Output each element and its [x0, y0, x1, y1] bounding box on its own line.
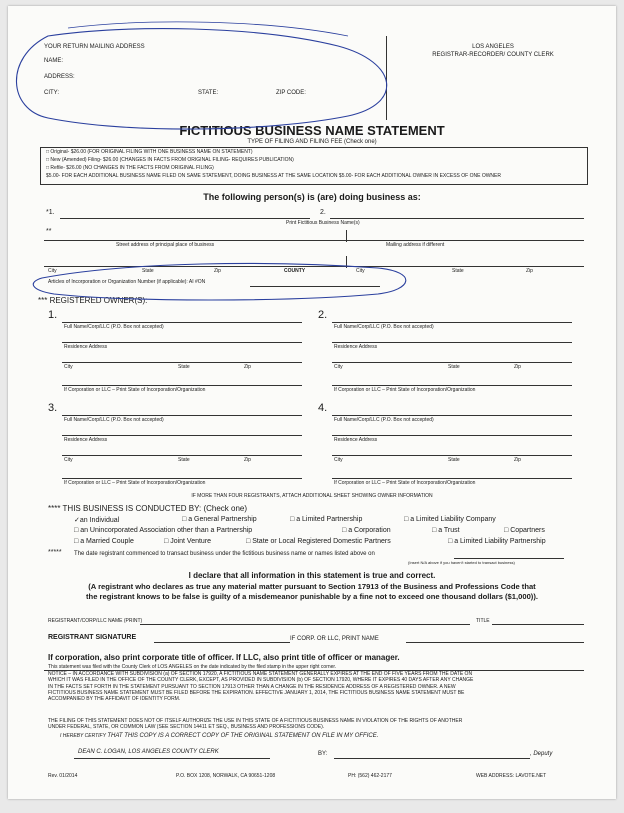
option-label: a Corporation	[348, 527, 391, 534]
clerk-name: DEAN C. LOGAN, LOS ANGELES COUNTY CLERK	[78, 749, 219, 755]
owner-city-label: City	[334, 364, 343, 370]
option-label: a Limited Liability Company	[410, 516, 496, 523]
checkbox-icon[interactable]: □	[342, 527, 349, 534]
owner-name-label: Full Name/Corp/LLC (P.O. Box not accepted)	[64, 417, 164, 423]
owner-residence-line[interactable]	[332, 342, 572, 343]
print-fictitious-label: Print Fictitious Business Name(s)	[286, 220, 360, 226]
return-state-label: STATE:	[198, 90, 219, 96]
corp-print-line[interactable]	[406, 642, 584, 643]
conducted-heading: **** THIS BUSINESS IS CONDUCTED BY: (Check one)	[48, 504, 248, 513]
city-label: City	[48, 268, 57, 274]
registrant-signature-label: REGISTRANT SIGNATURE	[48, 634, 137, 641]
deputy-label: , Deputy	[530, 751, 553, 757]
owner-corp-line[interactable]	[332, 385, 572, 386]
fee-original[interactable]	[46, 149, 253, 155]
return-address-circle-stroke	[68, 22, 348, 36]
owner-residence-label: Residence Address	[64, 344, 108, 350]
warning-line2: the registrant knows to be false is guilty of a misdemeanor punishable by a fine not to exceed one thousand dollars ($1,000)).	[86, 592, 538, 601]
stars5-label: *****	[48, 549, 62, 556]
return-zip-label: ZIP CODE:	[276, 90, 306, 96]
owner-name-label: Full Name/Corp/LLC (P.O. Box not accepted)	[334, 324, 434, 330]
street-address-line[interactable]	[44, 240, 584, 241]
checkbox-icon[interactable]: □	[74, 538, 81, 545]
title-line[interactable]	[492, 624, 584, 625]
form-title: FICTITIOUS BUSINESS NAME STATEMENT	[179, 123, 445, 138]
business-name-2-line[interactable]	[330, 218, 584, 219]
articles-line[interactable]	[250, 286, 380, 287]
owner-name-line[interactable]	[332, 415, 572, 416]
state2-label: State	[452, 268, 464, 274]
owner-name-line[interactable]	[332, 322, 572, 323]
city2-label: City	[356, 268, 365, 274]
checkbox-icon[interactable]: □	[164, 538, 171, 545]
street-address-label: Street address of principal place of business	[116, 242, 215, 248]
certify-prefix: I HEREBY CERTIFY	[60, 733, 106, 739]
fee-new[interactable]	[46, 157, 294, 163]
address-divider	[346, 230, 347, 242]
articles-label: Articles of Incorporation or Organization Number (if applicable): AI #ON	[48, 279, 206, 285]
option-unincorporated[interactable]	[74, 527, 252, 534]
owner-corp-label: If Corporation or LLC – Print State of Incorporation/Organization	[64, 480, 206, 486]
clerk-line1: LOS ANGELES	[472, 44, 514, 50]
clerk-line2: REGISTRAR-RECORDER/ COUNTY CLERK	[432, 52, 554, 58]
option-label: Copartners	[510, 527, 545, 534]
certify-text: THAT THIS COPY IS A CORRECT COPY OF THE ORIGINAL STATEMENT ON FILE IN MY OFFICE.	[107, 733, 379, 739]
option-label: a Limited Partnership	[296, 516, 363, 523]
owner-state-label: State	[448, 364, 460, 370]
owner-residence-label: Residence Address	[334, 437, 378, 443]
header-divider	[386, 36, 387, 120]
signature-line[interactable]	[154, 642, 290, 643]
checkbox-icon[interactable]: □	[432, 527, 439, 534]
owner-zip-label: Zip	[514, 457, 521, 463]
owner-residence-line[interactable]	[62, 342, 302, 343]
persons-heading: The following person(s) is (are) doing business as:	[203, 192, 421, 202]
return-name-label: NAME:	[44, 58, 64, 64]
checkbox-icon[interactable]: □	[182, 516, 189, 523]
certify-line	[60, 733, 378, 739]
commence-date-line[interactable]	[454, 558, 564, 559]
footer-phone: PH: (562) 462-2177	[348, 773, 392, 779]
fee-refile[interactable]	[46, 165, 214, 171]
owner-corp-label: If Corporation or LLC – Print State of Incorporation/Organization	[334, 480, 476, 486]
option-copartners[interactable]	[504, 527, 545, 534]
owner-city-line[interactable]	[332, 455, 572, 456]
owner-residence-label: Residence Address	[64, 437, 108, 443]
option-trust[interactable]	[432, 527, 460, 534]
clerk-name-line	[74, 758, 270, 759]
option-label: a General Partnership	[188, 516, 257, 523]
owner-name-label: Full Name/Corp/LLC (P.O. Box not accepted)	[334, 417, 434, 423]
notice-line: FICTITIOUS BUSINESS NAME STATEMENT MUST BE FILED BEFORE THE EXPIRATION. EFFECTIVE JANUARY 1, 2014, THE FICTITIOUS BUSINESS NAME STATEMENT MUST BE	[48, 689, 465, 696]
form-subtitle: TYPE OF FILING AND FILING FEE (Check one)	[247, 139, 377, 145]
fee-refile-label: Refile- $26.00 (NO CHANGES IN THE FACTS FROM ORIGINAL FILING)	[50, 165, 214, 171]
option-label: Joint Venture	[170, 538, 212, 545]
owner-number: 2.	[318, 309, 328, 321]
checkbox-icon[interactable]: □	[504, 527, 511, 534]
by-line[interactable]	[334, 758, 530, 759]
state-label: State	[142, 268, 154, 274]
option-corporation[interactable]	[342, 527, 391, 534]
owner-state-label: State	[178, 457, 190, 463]
zip2-label: Zip	[526, 268, 533, 274]
owner-city-label: City	[64, 457, 73, 463]
more-registrants-note: IF MORE THAN FOUR REGISTRANTS, ATTACH ADDITIONAL SHEET SHOWING OWNER INFORMATION	[191, 493, 433, 499]
owner-city-label: City	[334, 457, 343, 463]
star2-label: **	[46, 228, 52, 235]
form-page	[8, 6, 616, 799]
city-row-line[interactable]	[44, 266, 584, 267]
checkbox-icon[interactable]: □	[246, 538, 253, 545]
owner-city-line[interactable]	[62, 455, 302, 456]
checkbox-icon[interactable]: □	[46, 157, 50, 163]
num2-label: 2.	[320, 209, 326, 216]
corp-print-label: IF CORP. OR LLC, PRINT NAME	[290, 636, 379, 642]
business-name-1-line[interactable]	[60, 218, 310, 219]
checkbox-icon[interactable]: □	[448, 538, 455, 545]
footer-web: WEB ADDRESS: LAVOTE.NET	[476, 773, 547, 779]
owner-name-line[interactable]	[62, 322, 302, 323]
registrant-print-label: REGISTRANT/CORP/LLC NAME (PRINT)	[48, 618, 143, 624]
corp-title-note: If corporation, also print corporate title of officer. If LLC, also print title of officer or manager.	[48, 653, 400, 662]
notice-block	[48, 671, 473, 702]
option-individual-label: an Individual	[79, 517, 120, 524]
owner-state-label: State	[178, 364, 190, 370]
owner-corp-line[interactable]	[62, 478, 302, 479]
by-label: BY:	[318, 751, 328, 757]
owner-city-line[interactable]	[62, 362, 302, 363]
owner-name-line[interactable]	[62, 415, 302, 416]
notice-line: NOTICE – IN ACCORDANCE WITH SUBDIVISION (a) OF SECTION 17920, A FICTITIOUS NAME STATEMENT GENERALLY EXPIRES AT THE END OF FIVE YEARS FROM THE DATE ON	[48, 671, 473, 677]
return-address-label: ADDRESS:	[44, 74, 75, 80]
title-label: TITLE	[476, 618, 490, 624]
owner-number: 4.	[318, 402, 328, 414]
fee-new-label: New (Amended) Filing- $26.00 (CHANGES IN FACTS FROM ORIGINAL FILING- REQUIRES PUBLICATION)	[50, 157, 294, 163]
warning-line1: (A registrant who declares as true any material matter pursuant to Section 17913 of the Business and Professions Code that	[88, 582, 536, 591]
option-general-partnership[interactable]	[182, 516, 257, 523]
commence-note: (Insert N/A above if you haven't started to transact business)	[408, 560, 515, 565]
mailing-address-label: Mailing address if different	[386, 242, 445, 248]
fee-additional: $5.00- FOR EACH ADDITIONAL BUSINESS NAME FILED ON SAME STATEMENT, DOING BUSINESS AT THE SAME LOCATION $5.00- FOR EACH ADDITIONAL OWNER IN EXCESS OF ONE OWNER	[46, 173, 501, 179]
checkbox-icon[interactable]: □	[74, 527, 81, 534]
footer-rev: Rev. 01/2014	[48, 773, 78, 779]
checkbox-icon[interactable]: □	[290, 516, 297, 523]
option-label: State or Local Registered Domestic Partners	[252, 538, 391, 545]
checkbox-icon[interactable]: □	[404, 516, 411, 523]
owner-corp-line[interactable]	[62, 385, 302, 386]
county-label: COUNTY	[284, 268, 306, 274]
option-individual[interactable]	[74, 516, 119, 524]
option-label: a Trust	[438, 527, 460, 534]
owner-number: 3.	[48, 402, 58, 414]
fee-original-label: Original- $26.00 (FOR ORIGINAL FILING WITH ONE BUSINESS NAME ON STATEMENT)	[50, 149, 253, 155]
option-married-couple[interactable]	[74, 538, 134, 545]
notice-line: ACCOMPANIED BY THE AFFIDAVIT OF IDENTITY FORM.	[48, 696, 181, 703]
owner-corp-label: If Corporation or LLC – Print State of Incorporation/Organization	[64, 387, 206, 393]
option-joint-venture[interactable]	[164, 538, 211, 545]
zip-label: Zip	[214, 268, 221, 274]
option-llc[interactable]	[404, 516, 496, 523]
return-address-title: YOUR RETURN MAILING ADDRESS	[44, 44, 145, 50]
owner-residence-label: Residence Address	[334, 344, 378, 350]
declare-text: I declare that all information in this statement is true and correct.	[188, 571, 436, 580]
option-limited-partnership[interactable]	[290, 516, 362, 523]
filing-note-line: UNDER FEDERAL, STATE, OR COMMON LAW (SEE SECTION 14411 ET SEQ., BUSINESS AND PROFESSIONS CODE).	[48, 724, 325, 731]
city-row-divider	[346, 256, 347, 268]
owner-zip-label: Zip	[244, 457, 251, 463]
owner-number: 1.	[48, 309, 58, 321]
checkbox-icon[interactable]: □	[46, 149, 50, 155]
filed-note: This statement was filed with the County Clerk of LOS ANGELES on the date indicated by the filed stamp in the upper right corner.	[48, 664, 337, 670]
owner-city-line[interactable]	[332, 362, 572, 363]
notice-line: IN THE FACTS SET FORTH IN THE STATEMENT PURSUANT TO SECTION 17913 OTHER THAN A CHANGE IN THE RESIDENCE ADDRESS OF A REGISTERED OWNER. A NEW	[48, 683, 456, 690]
return-city-label: CITY:	[44, 90, 60, 96]
owner-corp-line[interactable]	[332, 478, 572, 479]
option-label: a Limited Liability Partnership	[454, 538, 546, 545]
option-label: a Married Couple	[80, 538, 134, 545]
owner-corp-label: If Corporation or LLC – Print State of Incorporation/Organization	[334, 387, 476, 393]
owner-name-label: Full Name/Corp/LLC (P.O. Box not accepted)	[64, 324, 164, 330]
check-mark-icon[interactable]: ✓	[74, 517, 80, 524]
owner-zip-label: Zip	[514, 364, 521, 370]
filing-note-line: THE FILING OF THIS STATEMENT DOES NOT OF ITSELF AUTHORIZE THE USE IN THIS STATE OF A FICTITIOUS BUSINESS NAME IN VIOLATION OF THE RIGHTS OF ANOTHER	[48, 718, 463, 724]
owner-residence-line[interactable]	[332, 435, 572, 436]
registrant-print-line[interactable]	[140, 624, 470, 625]
notice-line: WHICH IT WAS FILED IN THE OFFICE OF THE COUNTY CLERK, EXCEPT, AS PROVIDED IN SUBDIVISION (b) OF SECTION 17920, WHERE IT EXPIRES 40 DAYS AFTER ANY CHANGE	[48, 677, 474, 684]
owner-city-label: City	[64, 364, 73, 370]
owner-state-label: State	[448, 457, 460, 463]
owner-residence-line[interactable]	[62, 435, 302, 436]
checkbox-icon[interactable]: □	[46, 165, 50, 171]
owner-zip-label: Zip	[244, 364, 251, 370]
filing-note-block	[48, 718, 462, 731]
commence-text: The date registrant commenced to transact business under the fictitious business name or names listed above on	[74, 551, 375, 557]
footer-po: P.O. BOX 1208, NORWALK, CA 90651-1208	[176, 773, 276, 779]
num1-label: *1.	[46, 209, 55, 216]
owners-heading: *** REGISTERED OWNER(S):	[38, 296, 148, 305]
option-domestic-partners[interactable]	[246, 538, 391, 545]
option-llp[interactable]	[448, 538, 546, 545]
option-label: an Unincorporated Association other than a Partnership	[80, 527, 253, 534]
